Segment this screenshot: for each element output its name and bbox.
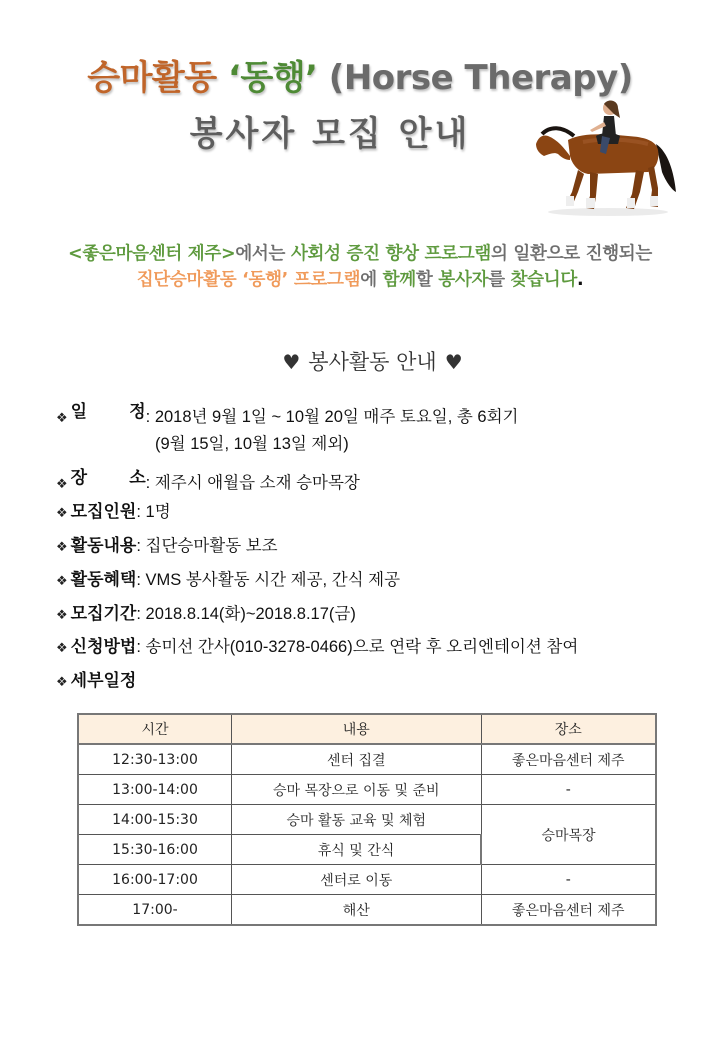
cell-content: 승마 목장으로 이동 및 준비 bbox=[232, 775, 482, 805]
diamond-bullet-icon: ❖ bbox=[56, 539, 68, 554]
program-purpose: 사회성 증진 향상 프로그램 bbox=[290, 244, 491, 264]
diamond-bullet-icon: ❖ bbox=[56, 410, 68, 425]
info-item-schedule bbox=[56, 397, 518, 427]
info-value: : 집단승마활동 보조 bbox=[136, 537, 278, 555]
cell-time: 12:30-13:00 bbox=[78, 744, 232, 775]
header-place: 장소 bbox=[481, 714, 656, 744]
table-row bbox=[78, 805, 656, 835]
info-item-schedule-note: (9월 15일, 10월 13일 제외) bbox=[155, 435, 349, 453]
info-item-benefits bbox=[56, 565, 400, 590]
info-label: 모집인원 bbox=[70, 502, 137, 521]
cell-place-merged: 승마목장 bbox=[481, 805, 656, 865]
intro-line-1 bbox=[0, 240, 720, 265]
table-row bbox=[78, 744, 656, 775]
intro-text: 의 일환으로 진행되는 bbox=[490, 244, 653, 264]
diamond-bullet-icon: ❖ bbox=[56, 607, 68, 622]
title-activity: 승마활동 bbox=[87, 58, 228, 98]
info-value: : 2018년 9월 1일 ~ 10월 20일 매주 토요일, 총 6회기 bbox=[145, 408, 519, 426]
info-item-apply-method bbox=[56, 632, 578, 657]
heart-icon: ♥ bbox=[282, 350, 301, 374]
info-value: : 제주시 애월읍 소재 승마목장 bbox=[145, 474, 360, 492]
intro-text: . bbox=[576, 270, 584, 290]
diamond-bullet-icon: ❖ bbox=[56, 573, 68, 588]
intro-text: 할 bbox=[415, 270, 439, 290]
cell-content: 해산 bbox=[232, 895, 482, 926]
intro-highlight: 봉사자 bbox=[438, 270, 489, 290]
label-part: 일 bbox=[70, 402, 88, 421]
diamond-bullet-icon: ❖ bbox=[56, 476, 68, 491]
cell-content: 승마 활동 교육 및 체험 bbox=[232, 805, 482, 835]
table-row bbox=[78, 775, 656, 805]
program-name: 집단승마활동 ‘동행’ 프로그램 bbox=[136, 270, 361, 290]
header-time: 시간 bbox=[78, 714, 232, 744]
info-value: : 2018.8.14(화)~2018.8.17(금) bbox=[136, 605, 356, 623]
label-part: 장 bbox=[70, 468, 88, 487]
title-line-2: 봉사자 모집 안내 bbox=[189, 114, 471, 154]
cell-content: 휴식 및 간식 bbox=[232, 835, 482, 865]
header-content: 내용 bbox=[232, 714, 482, 744]
title-program-name: ‘동행’ bbox=[227, 58, 318, 98]
info-label: 활동혜택 bbox=[70, 570, 137, 589]
info-label: 모집기간 bbox=[70, 604, 137, 623]
diamond-bullet-icon: ❖ bbox=[56, 640, 68, 655]
cell-place: 좋은마음센터 제주 bbox=[481, 895, 656, 926]
intro-text: 에서는 bbox=[235, 244, 291, 264]
intro-highlight: 함께 bbox=[382, 270, 416, 290]
info-item-location bbox=[56, 463, 360, 493]
cell-time: 17:00- bbox=[78, 895, 232, 926]
intro-highlight: 찾습니다 bbox=[510, 270, 577, 290]
cell-time: 14:00-15:30 bbox=[78, 805, 232, 835]
info-value: : 송미선 간사(010-3278-0466)으로 연락 후 오리엔테이션 참여 bbox=[136, 638, 579, 656]
section-title bbox=[0, 346, 720, 376]
heart-icon: ♥ bbox=[444, 350, 463, 374]
diamond-bullet-icon: ❖ bbox=[56, 505, 68, 520]
info-label bbox=[71, 463, 146, 488]
title-english: (Horse Therapy) bbox=[317, 58, 633, 98]
info-label: 신청방법 bbox=[70, 637, 137, 656]
info-item-headcount bbox=[56, 497, 171, 522]
schedule-table bbox=[77, 713, 657, 926]
cell-content: 센터로 이동 bbox=[232, 865, 482, 895]
info-item-detail-schedule bbox=[56, 666, 136, 691]
info-item-activity bbox=[56, 531, 278, 556]
cell-place: - bbox=[481, 775, 656, 805]
intro-text: 에 bbox=[360, 270, 383, 290]
cell-place: - bbox=[481, 865, 656, 895]
diamond-bullet-icon: ❖ bbox=[56, 674, 68, 689]
cell-place: 좋은마음센터 제주 bbox=[481, 744, 656, 775]
info-value: : VMS 봉사활동 시간 제공, 간식 제공 bbox=[136, 571, 401, 589]
label-part: 소 bbox=[129, 468, 146, 487]
info-label bbox=[71, 397, 146, 422]
label-part: 정 bbox=[129, 402, 146, 421]
horse-rider-image bbox=[528, 92, 678, 217]
cell-time: 13:00-14:00 bbox=[78, 775, 232, 805]
info-label: 활동내용 bbox=[70, 536, 137, 555]
cell-time: 15:30-16:00 bbox=[78, 835, 232, 865]
section-title-text: 봉사활동 안내 bbox=[308, 350, 437, 374]
cell-time: 16:00-17:00 bbox=[78, 865, 232, 895]
table-row bbox=[78, 895, 656, 926]
cell-content: 센터 집결 bbox=[232, 744, 482, 775]
intro-line-2 bbox=[0, 266, 720, 291]
table-header-row bbox=[78, 714, 656, 744]
info-item-recruit-period bbox=[56, 599, 356, 624]
center-name: <좋은마음센터 제주> bbox=[67, 244, 236, 264]
info-label: 세부일정 bbox=[70, 671, 137, 690]
info-value: : 1명 bbox=[136, 503, 171, 521]
table-row bbox=[78, 865, 656, 895]
intro-text: 를 bbox=[488, 270, 511, 290]
